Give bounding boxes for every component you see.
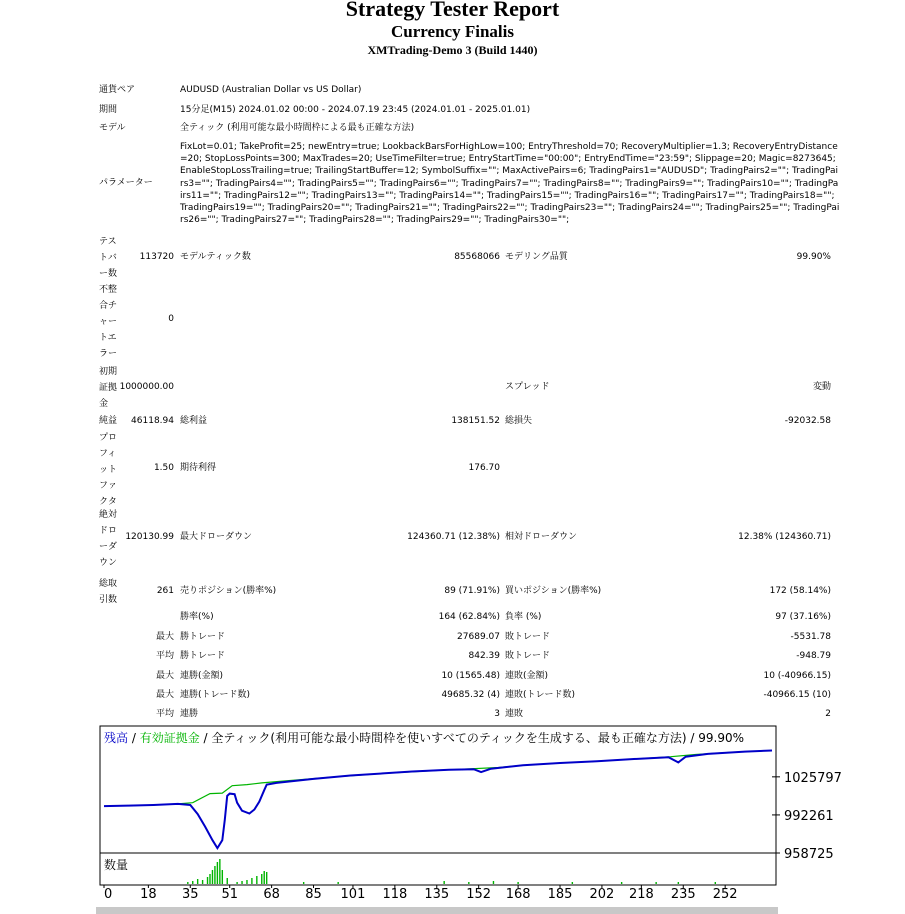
max-dd-value: 124360.71 (12.38%) — [407, 532, 500, 542]
long-label: 買いポジション(勝率%) — [505, 586, 602, 596]
x-tick-label: 235 — [670, 887, 696, 902]
volume-label: 数量 — [104, 858, 129, 872]
y-tick-label: 1025797 — [784, 770, 842, 786]
volume-bar — [337, 882, 338, 884]
avg-win-value: 842.39 — [468, 651, 500, 661]
volume-bar — [468, 882, 469, 884]
volume-bar — [264, 871, 265, 884]
volume-bar — [219, 859, 220, 884]
model-label: モデル — [99, 123, 126, 133]
quality-value: 99.90% — [796, 252, 831, 262]
legend-sep2: / — [199, 731, 212, 745]
x-tick-label: 68 — [263, 887, 280, 902]
largest-loss-label: 敗トレード — [505, 632, 551, 642]
largest-win-label: 勝トレード — [180, 632, 226, 642]
expected-value: 176.70 — [468, 463, 500, 473]
max-consec-loss-value: -40966.15 (10) — [763, 690, 831, 700]
abs-dd-value: 120130.99 — [125, 532, 174, 542]
symbol-value: AUDUSD (Australian Dollar vs US Dollar) — [180, 85, 362, 95]
x-tick-label: 185 — [547, 887, 573, 902]
deposit-label: 初期証拠金 — [99, 367, 118, 409]
x-tick-label: 101 — [340, 887, 366, 902]
avg-consec-losses-label: 連敗 — [505, 709, 524, 719]
volume-bar — [217, 862, 218, 884]
avg-prefix: 平均 — [155, 651, 174, 661]
volume-bar — [572, 882, 573, 884]
x-tick-label: 35 — [181, 887, 199, 902]
volume-bar — [197, 879, 198, 884]
quality-label: モデリング品質 — [505, 252, 568, 262]
period-label: 期間 — [99, 105, 118, 115]
volume-bar — [261, 874, 262, 884]
loss-pct-value: 97 (37.16%) — [775, 612, 831, 622]
expected-label: 期待利得 — [180, 463, 217, 473]
report-subtitle: Currency Finalis — [391, 22, 514, 41]
legend — [104, 730, 744, 745]
max-consec-losses-label: 連敗(金額) — [505, 671, 549, 681]
mismatch-label: 不整合チャートエラー — [99, 285, 118, 359]
avg-win-label: 勝トレード — [180, 651, 226, 661]
gross-loss-value: -92032.58 — [784, 416, 831, 426]
volume-bar — [207, 877, 208, 884]
volume-bar — [303, 882, 304, 884]
volume-bar — [621, 882, 622, 884]
gross-profit-value: 138151.52 — [451, 416, 500, 426]
volume-bar — [251, 878, 252, 884]
y-tick-label: 958725 — [784, 847, 834, 862]
mismatch-value: 0 — [168, 314, 174, 324]
short-value: 89 (71.91%) — [444, 586, 500, 596]
largest-win-value: 27689.07 — [457, 632, 500, 642]
ticks-value: 85568066 — [454, 252, 500, 262]
avg-consec-wins-label: 連勝 — [180, 709, 199, 719]
params-value: FixLot=0.01; TakeProfit=25; newEntry=true; LookbackBarsForHighLow=100; EntryThreshold=70; RecoveryMultiplier=1.3; RecoveryEntryDistance=20; StopLossPoints=300; MaxTrades=20; UseTimeFilter=true; EntryStartTime="00:00"; EntryEndTime="23:59"; Slippage=20; Magic=8273645; EnableStopLossTrailing=true; TrailingStartBuffer=12; SymbolSuffix=""; MaxActivePairs=6; TradingPairs1="AUDUSD"; TradingPairs2=""; TradingPairs3=""; TradingPairs4=""; TradingPairs5=""; TradingPairs6=""; TradingPairs7=""; TradingPairs8=""; TradingPairs9=""; TradingPairs10=""; TradingPairs11=""; TradingPairs12=""; TradingPairs13=""; TradingPairs14=""; TradingPairs15=""; TradingPairs16=""; TradingPairs17=""; TradingPairs18=""; TradingPairs19=""; TradingPairs20=""; TradingPairs21=""; TradingPairs22=""; TradingPairs23=""; TradingPairs24=""; TradingPairs25=""; TradingPairs26=""; TradingPairs27=""; TradingPairs28=""; TradingPairs29=""; TradingPairs30=""; — [180, 142, 840, 226]
max-consec-loss-label: 連敗(トレード数) — [505, 690, 576, 700]
volume-bar — [202, 880, 203, 884]
net-value: 46118.94 — [131, 416, 174, 426]
rel-dd-value: 12.38% (124360.71) — [738, 532, 831, 542]
max-prefix: 最大 — [155, 632, 174, 642]
avg-consec-wins-value: 3 — [494, 709, 500, 719]
max-consec-wins-value: 10 (1565.48) — [441, 671, 500, 681]
symbol-label: 通貨ペア — [99, 85, 136, 95]
legend-model: 全ティック(利用可能な最小時間枠を使いすべてのティックを生成する、最も正確な方法) / 99.90% — [211, 731, 745, 745]
legend-balance: 残高 — [104, 731, 129, 745]
volume-area — [100, 853, 776, 885]
x-tick-label: 118 — [382, 887, 408, 902]
max-consec-profit-value: 49685.32 (4) — [441, 690, 500, 700]
volume-bar — [227, 878, 228, 884]
volume-bar — [715, 882, 716, 884]
ticks-label: モデルティック数 — [180, 252, 251, 262]
gross-loss-label: 総損失 — [505, 416, 533, 426]
avg-prefix: 平均 — [155, 709, 174, 719]
server-build: XMTrading-Demo 3 (Build 1440) — [367, 43, 538, 57]
bars-label: テストバー数 — [99, 237, 118, 279]
avg-loss-label: 敗トレード — [505, 651, 551, 661]
max-consec-losses-value: 10 (-40966.15) — [763, 671, 831, 681]
max-prefix: 最大 — [155, 690, 174, 700]
avg-consec-losses-value: 2 — [825, 709, 831, 719]
spread-label: スプレッド — [505, 382, 550, 392]
max-dd-label: 最大ドローダウン — [180, 532, 253, 542]
trades-value: 261 — [156, 586, 174, 596]
plot-area — [100, 726, 776, 853]
volume-bar — [655, 882, 656, 884]
trades-label: 総取引数 — [99, 579, 118, 605]
volume-bar — [266, 872, 267, 884]
pf-label: プロフィットファクタ — [99, 433, 118, 507]
volume-bar — [212, 870, 213, 884]
legend-sep1: / — [128, 731, 140, 745]
volume-bar — [443, 881, 444, 884]
x-tick-label: 252 — [712, 887, 738, 902]
bottom-scroll-bar — [96, 907, 778, 914]
volume-bar — [517, 882, 518, 884]
x-tick-label: 135 — [424, 887, 450, 902]
volume-bar — [493, 881, 494, 884]
deposit-value: 1000000.00 — [119, 382, 174, 392]
volume-bar — [241, 881, 242, 884]
short-label: 売りポジション(勝率%) — [180, 586, 277, 596]
volume-bar — [222, 870, 223, 884]
x-tick-label: 168 — [505, 887, 531, 902]
largest-loss-value: -5531.78 — [790, 632, 831, 642]
x-tick-label: 85 — [305, 887, 322, 902]
net-label: 純益 — [99, 416, 118, 426]
spread-value: 変動 — [812, 382, 831, 392]
period-value: 15分足(M15) 2024.01.02 00:00 - 2024.07.19 23:45 (2024.01.01 - 2025.01.01) — [180, 105, 531, 115]
model-value: 全ティック (利用可能な最小時間枠による最も正確な方法) — [180, 123, 415, 133]
loss-pct-label: 負率 (%) — [505, 612, 542, 622]
volume-bar — [187, 882, 188, 884]
volume-bar — [256, 876, 257, 884]
balance-equity-chart — [96, 726, 842, 908]
long-value: 172 (58.14%) — [769, 586, 831, 596]
win-pct-label: 勝率(%) — [180, 612, 214, 622]
x-tick-label: 18 — [140, 887, 157, 902]
volume-bar — [192, 881, 193, 884]
x-tick-label: 0 — [104, 887, 113, 902]
x-tick-label: 51 — [221, 887, 238, 902]
volume-bar — [209, 874, 210, 884]
abs-dd-label: 絶対ドローダウン — [99, 510, 118, 568]
max-consec-wins-label: 連勝(金額) — [180, 671, 224, 681]
volume-bar — [214, 866, 215, 884]
volume-bar — [678, 882, 679, 884]
volume-bar — [236, 882, 237, 884]
report-title: Strategy Tester Report — [345, 0, 560, 21]
rel-dd-label: 相対ドローダウン — [505, 532, 578, 542]
max-consec-profit-label: 連勝(トレード数) — [180, 690, 251, 700]
volume-bar — [246, 880, 247, 884]
pf-value: 1.50 — [153, 463, 174, 473]
x-tick-label: 152 — [466, 887, 492, 902]
gross-profit-label: 総利益 — [180, 416, 208, 426]
x-tick-label: 218 — [628, 887, 654, 902]
avg-loss-value: -948.79 — [796, 651, 831, 661]
bars-value: 113720 — [139, 252, 174, 262]
y-tick-label: 992261 — [784, 808, 834, 824]
x-tick-label: 202 — [589, 887, 615, 902]
max-prefix: 最大 — [155, 671, 174, 681]
params-label: パラメーター — [99, 178, 153, 188]
win-pct-value: 164 (62.84%) — [438, 612, 500, 622]
legend-equity: 有効証拠金 — [139, 731, 200, 745]
